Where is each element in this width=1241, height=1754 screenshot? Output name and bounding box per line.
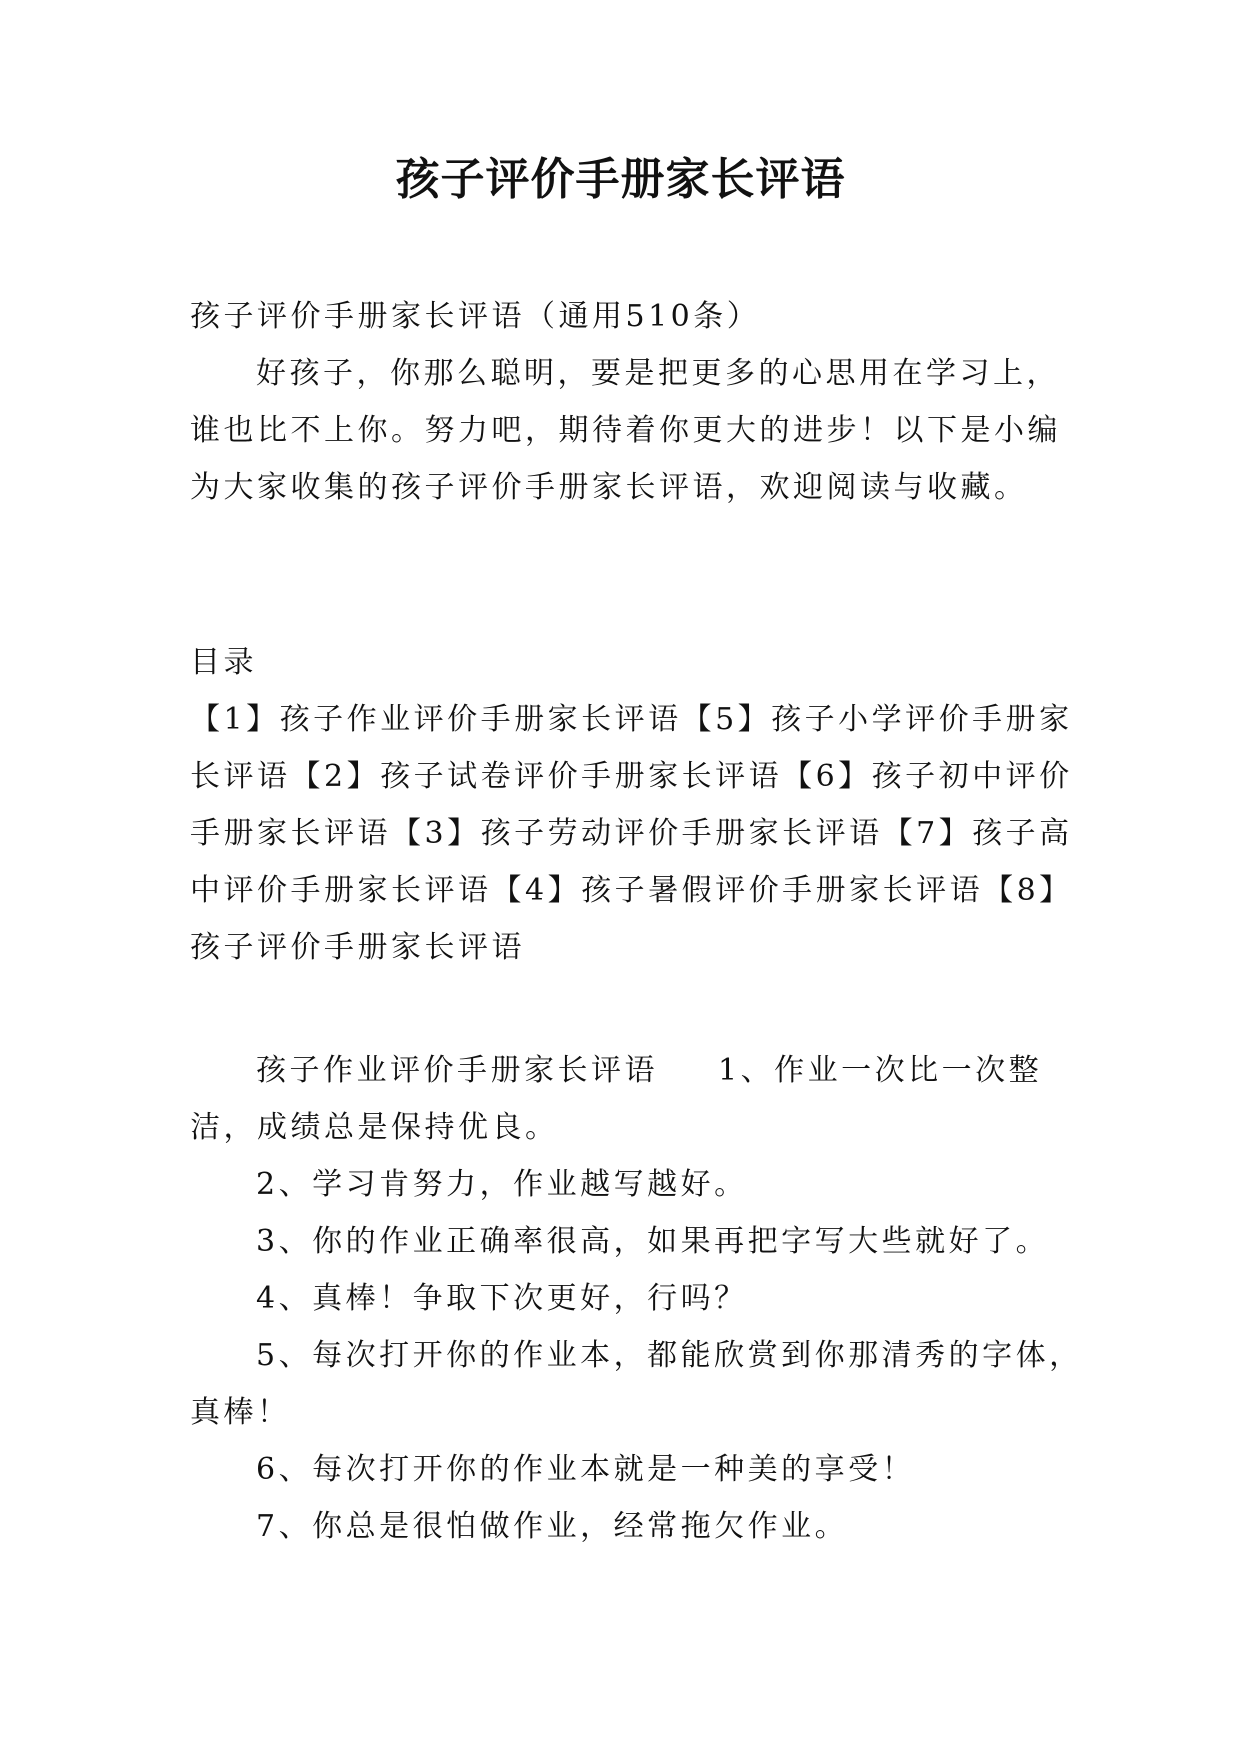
toc-line-3: 手册家长评语【3】孩子劳动评价手册家长评语【7】孩子高: [190, 816, 1073, 851]
item-5-continued: 真棒！: [190, 1395, 291, 1430]
item-2: 2、学习肯努力，作业越写越好。: [256, 1167, 748, 1202]
item-3: 3、你的作业正确率很高，如果再把字写大些就好了。: [256, 1224, 1050, 1259]
intro-section: [190, 288, 1066, 516]
intro-line-3: 为大家收集的孩子评价手册家长评语，欢迎阅读与收藏。: [190, 470, 1028, 505]
toc-line-4: 中评价手册家长评语【4】孩子暑假评价手册家长评语【8】: [190, 873, 1073, 908]
item-5-start: 5、每次打开你的作业本，都能欣赏到你那清秀的字体，: [256, 1338, 1083, 1373]
toc-line-2: 长评语【2】孩子试卷评价手册家长评语【6】孩子初中评价: [190, 759, 1073, 794]
toc-line-1: 【1】孩子作业评价手册家长评语【5】孩子小学评价手册家: [190, 702, 1073, 737]
item-1-continued: 洁，成绩总是保持优良。: [190, 1110, 559, 1145]
toc-heading: 目录: [190, 645, 257, 680]
table-of-contents: [190, 634, 1073, 976]
toc-line-5: 孩子评价手册家长评语: [190, 930, 525, 965]
section-first-line: [190, 1042, 1066, 1099]
document-subtitle: 孩子评价手册家长评语（通用510条）: [190, 299, 761, 334]
intro-line-1: 好孩子，你那么聪明，要是把更多的心思用在学习上，: [256, 356, 1060, 391]
item-6: 6、每次打开你的作业本就是一种美的享受！: [256, 1452, 916, 1487]
homework-comments-section: [190, 1042, 1083, 1555]
document-title: 孩子评价手册家长评语: [395, 154, 846, 205]
item-1-start: 1、作业一次比一次整: [718, 1053, 1043, 1088]
intro-line-2: 谁也比不上你。努力吧，期待着你更大的进步！以下是小编: [190, 413, 1061, 448]
section-heading: 孩子作业评价手册家长评语: [256, 1053, 658, 1088]
item-7: 7、你总是很怕做作业，经常拖欠作业。: [256, 1509, 849, 1544]
item-4: 4、真棒！争取下次更好，行吗？: [256, 1281, 748, 1316]
